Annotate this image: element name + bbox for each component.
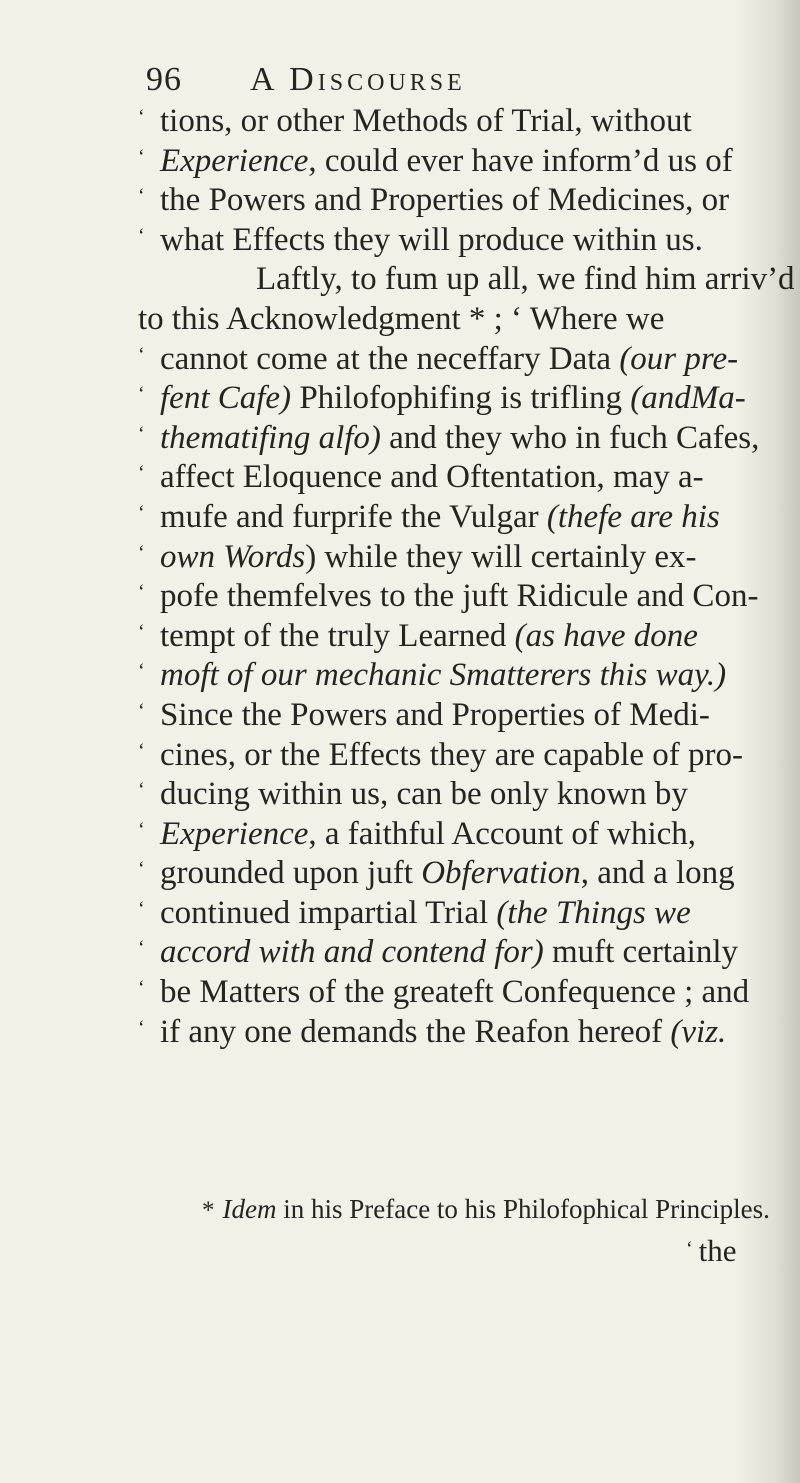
line-text (160, 696, 778, 736)
quote-mark: ‘ (138, 224, 145, 247)
text-line (138, 815, 778, 855)
italic-phrase: Obfervation (421, 855, 581, 892)
italic-phrase: (the Things we (496, 894, 691, 931)
line-text (160, 656, 778, 696)
text-line (138, 260, 795, 300)
quote-mark: ‘ (138, 343, 145, 366)
quote-mark: ‘ (138, 185, 145, 208)
text-run: grounded upon juft (160, 855, 422, 892)
text-run: tempt of the truly Learned (160, 617, 515, 654)
quote-mark: ‘ (138, 145, 145, 168)
text-run: if any one demands the Reafon hereof (160, 1013, 671, 1050)
text-line (138, 696, 778, 736)
quote-mark: ‘ (138, 541, 145, 564)
quote-mark: ‘ (138, 106, 145, 128)
text-line (138, 458, 778, 498)
line-text (160, 1013, 778, 1053)
line-text (160, 181, 778, 221)
text-line (138, 340, 778, 380)
italic-phrase: Experience (160, 142, 309, 179)
footnote-text: in his Preface to his Philofophical Principles. (276, 1194, 770, 1224)
text-line (138, 498, 778, 538)
text-line (138, 854, 778, 894)
text-line (138, 142, 778, 182)
text-run: the Powers and Properties of Medicines, or (160, 182, 730, 219)
quote-mark: ‘ (138, 818, 145, 841)
line-text (160, 102, 778, 142)
text-line (138, 419, 778, 459)
footnote-italic-part: Idem (222, 1194, 277, 1224)
quote-mark: ‘ (138, 897, 145, 920)
italic-phrase: fent Cafe) (160, 380, 292, 417)
text-line (138, 617, 778, 657)
line-text (138, 300, 778, 340)
line-text (160, 775, 778, 815)
line-text (160, 973, 778, 1013)
text-run: pofe themfelves to the juft Ridicule and Con- (160, 578, 759, 615)
text-run: affect Eloquence and Oftentation, may a- (160, 459, 704, 496)
quote-mark: ‘ (138, 779, 145, 802)
text-line (138, 102, 778, 142)
line-text (160, 854, 778, 894)
quote-mark: ‘ (138, 739, 145, 762)
line-text (160, 498, 778, 538)
quote-mark: ‘ (138, 383, 145, 406)
text-line (138, 181, 778, 221)
text-run: , a faithful Account of which, (308, 815, 697, 852)
text-run: muft certainly (543, 934, 738, 971)
text-run: to this Acknowledgment * ; ‘ Where we (138, 300, 665, 337)
italic-phrase: thematifing alfo) (160, 419, 381, 456)
text-run: , could ever have inform’d us of (308, 142, 733, 179)
text-run: ) while they will certainly ex- (305, 538, 697, 575)
line-text (160, 736, 778, 776)
footnote-marker: * (202, 1197, 215, 1224)
italic-phrase: (our pre- (619, 340, 739, 377)
line-text (160, 221, 778, 261)
quote-mark: ‘ (138, 1016, 145, 1039)
line-text (160, 142, 778, 182)
text-line (138, 973, 778, 1013)
text-line (138, 1013, 778, 1053)
quote-mark: ‘ (138, 699, 145, 722)
italic-phrase: accord with and contend for) (160, 934, 544, 971)
page-header (146, 58, 786, 102)
text-line (138, 656, 778, 696)
italic-phrase: moft of our mechanic Smatterers this way.) (160, 657, 727, 694)
line-text (160, 577, 778, 617)
quote-mark: ‘ (138, 977, 145, 1000)
quote-mark: ‘ (138, 620, 145, 643)
text-run: and they who in fuch Cafes, (380, 419, 760, 456)
quote-mark: ‘ (138, 660, 145, 683)
line-text (160, 933, 778, 973)
line-text (160, 538, 778, 578)
text-line (138, 736, 778, 776)
italic-phrase: own Words (160, 538, 306, 575)
text-line (138, 221, 778, 261)
quote-mark: ‘ (138, 462, 145, 485)
text-run: Since the Powers and Properties of Medi- (160, 696, 710, 733)
italic-phrase: (as have done (514, 617, 698, 654)
text-run: ducing within us, can be only known by (160, 776, 688, 813)
line-text (160, 458, 778, 498)
text-line (138, 577, 778, 617)
text-line (138, 538, 778, 578)
text-run: what Effects they will produce within us. (160, 221, 703, 258)
text-run: Laftly, to fum up all, we find him arriv’d (256, 261, 795, 298)
running-head: A Discourse (250, 61, 466, 98)
line-text (160, 815, 778, 855)
catchword-text: the (698, 1233, 737, 1268)
text-line (138, 933, 778, 973)
text-run: , and a long (580, 855, 735, 892)
italic-phrase: Experience (160, 815, 309, 852)
quote-mark: ‘ (138, 937, 145, 960)
line-text (160, 894, 778, 934)
quote-mark: ‘ (138, 858, 145, 881)
catchword-quote-mark: ‘ (686, 1238, 693, 1260)
text-line (138, 379, 778, 419)
catchword (686, 1230, 737, 1270)
quote-mark: ‘ (138, 422, 145, 445)
body-text (138, 102, 795, 1052)
text-run: be Matters of the greateft Confequence ; and (160, 974, 750, 1011)
text-line (138, 775, 778, 815)
quote-mark: ‘ (138, 501, 145, 524)
text-line (138, 894, 778, 934)
page-number: 96 (146, 61, 182, 98)
text-run: cannot come at the neceffary Data (160, 340, 620, 377)
text-run: continued impartial Trial (160, 894, 497, 931)
text-run: tions, or other Methods of Trial, without (160, 103, 692, 139)
line-text (160, 340, 778, 380)
italic-phrase: (andMa- (630, 380, 746, 417)
text-run: mufe and furprife the Vulgar (160, 498, 547, 535)
text-run: cines, or the Effects they are capable of pro- (160, 736, 744, 773)
line-text (160, 379, 778, 419)
line-text (160, 419, 778, 459)
italic-phrase: (viz. (670, 1013, 727, 1050)
text-run: Philofophifing is trifling (291, 380, 631, 417)
line-text (256, 260, 795, 300)
footnote (202, 1192, 770, 1228)
text-line (138, 300, 778, 340)
quote-mark: ‘ (138, 581, 145, 604)
italic-phrase: (thefe are his (546, 498, 720, 535)
line-text (160, 617, 778, 657)
